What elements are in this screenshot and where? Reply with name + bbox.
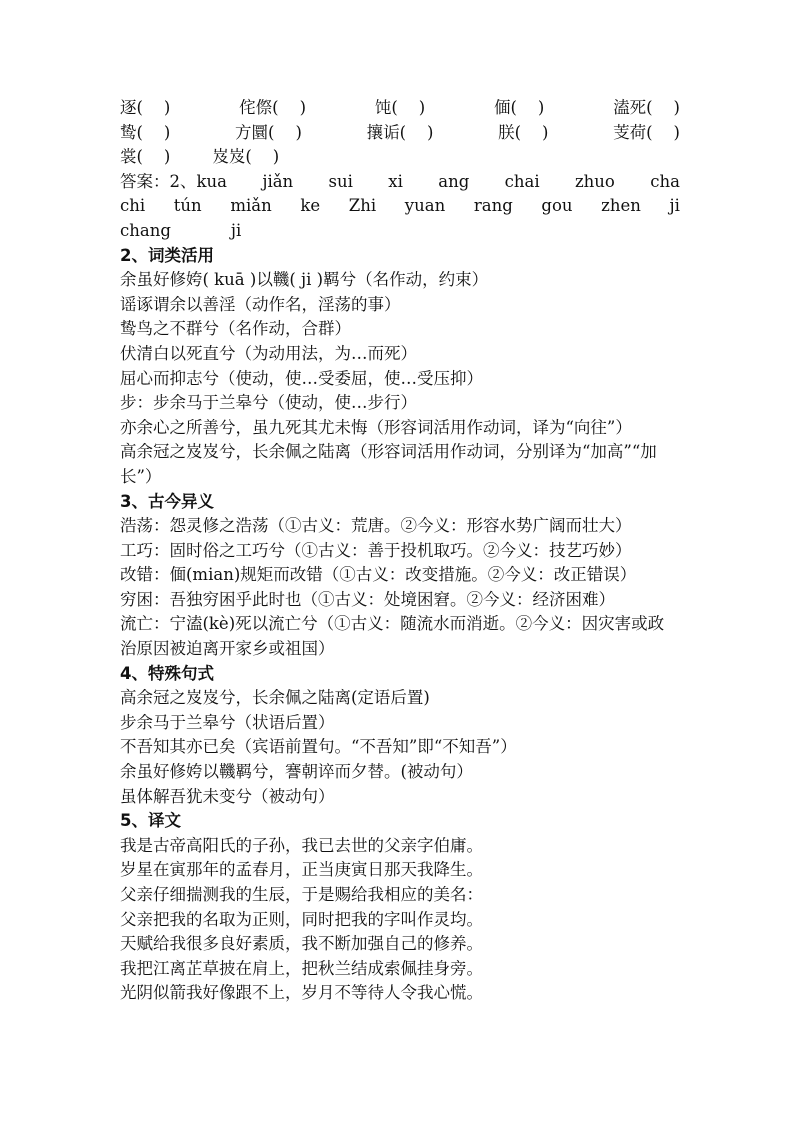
pinyin-item: 逐( ) xyxy=(120,98,171,117)
answer-token: ke xyxy=(300,196,321,216)
pinyin-item: 鸷( ) xyxy=(120,122,171,142)
text-line: 鸷鸟之不群兮（名作动，合群） xyxy=(120,319,351,339)
pinyin-item: 饨( ) xyxy=(374,98,426,117)
answer-token: ji xyxy=(669,196,680,216)
text-line: 浩荡：怨灵修之浩荡（①古义：荒唐。②今义：形容水势广阔而壮大） xyxy=(120,516,632,536)
text-line: 谣诼谓余以善淫（动作名，淫荡的事） xyxy=(120,294,401,314)
pinyin-item: 方圜( ) xyxy=(235,122,302,142)
pinyin-item: 偭( ) xyxy=(493,98,545,117)
answer-token: tún xyxy=(173,196,202,216)
text-line: 天赋给我很多良好素质，我不断加强自己的修养。 xyxy=(120,934,483,954)
answer-token: zhuo xyxy=(574,171,615,191)
document-page xyxy=(120,96,680,1006)
answer-token: jiǎn xyxy=(262,171,294,191)
text-line: 不吾知其亦已矣（宾语前置句。“不吾知”即“不知吾”） xyxy=(120,737,517,757)
answer-token: Zhi xyxy=(348,196,377,216)
text-line: 步余马于兰皋兮（状语后置） xyxy=(120,712,335,732)
pinyin-row-1 xyxy=(120,96,680,121)
answer-token: yuan xyxy=(404,196,446,216)
text-line: 父亲把我的名取为正则，同时把我的字叫作灵均。 xyxy=(120,909,483,929)
section-heading: 3、古今异义 xyxy=(120,491,214,511)
text-line: 余虽好修姱( kuā )以鞿( ji )羁兮（名作动，约束） xyxy=(120,270,489,290)
text-line: 伏清白以死直兮（为动用法，为…而死） xyxy=(120,343,417,363)
pinyin-item: 岌岌( ) xyxy=(212,147,280,167)
pinyin-item: 芰荷( ) xyxy=(613,122,680,142)
answer-row-2 xyxy=(120,194,680,219)
pinyin-item: 侘傺( ) xyxy=(239,98,307,117)
pinyin-row-2 xyxy=(120,121,680,146)
pinyin-row-3 xyxy=(120,145,680,170)
text-line: 穷困：吾独穷困乎此时也（①古义：处境困窘。②今义：经济困难） xyxy=(120,589,615,609)
text-line: 虽体解吾犹未变兮（被动句） xyxy=(120,786,335,806)
answer-token: zhen xyxy=(601,196,641,216)
answer-row-1 xyxy=(120,170,680,195)
text-line: 屈心而抑志兮（使动，使…受委屈，使…受压抑） xyxy=(120,368,483,388)
text-line: 工巧：固时俗之工巧兮（①古义：善于投机取巧。②今义：技艺巧妙） xyxy=(120,540,632,560)
pinyin-item: 攘诟( ) xyxy=(366,122,434,142)
text-line: 余虽好修姱以鞿羁兮，謇朝谇而夕替。(被动句） xyxy=(120,762,473,782)
text-line: 高余冠之岌岌兮，长余佩之陆离(定语后置) xyxy=(120,688,430,708)
answer-token: chai xyxy=(504,171,540,191)
answer-token: xi xyxy=(388,171,403,191)
text-line: 亦余心之所善兮，虽九死其尤未悔（形容词活用作动词，译为“向往”） xyxy=(120,417,632,437)
text-line: 流亡：宁溘(kè)死以流亡兮（①古义：随流水而消逝。②今义：因灾害或政治原因被迫离开家乡或祖国） xyxy=(120,614,665,659)
pinyin-item: 溘死( ) xyxy=(613,98,680,117)
text-line: 我把江离芷草披在肩上，把秋兰结成索佩挂身旁。 xyxy=(120,958,483,978)
section-heading: 4、特殊句式 xyxy=(120,663,214,683)
answer-token: rang xyxy=(473,196,513,216)
pinyin-item: 朕( ) xyxy=(498,122,549,142)
answer-token: gou xyxy=(541,196,573,216)
text-line: 光阴似箭我好像跟不上，岁月不等待人令我心慌。 xyxy=(120,983,483,1003)
answer-token: chang xyxy=(120,220,171,240)
answer-token: ji xyxy=(230,220,242,240)
answer-token: miǎn xyxy=(230,196,272,216)
answer-token: ang xyxy=(438,171,470,191)
text-line: 改错：偭(mian)规矩而改错（①古义：改变措施。②今义：改正错误） xyxy=(120,565,637,585)
section-heading: 2、词类活用 xyxy=(120,245,214,265)
text-line: 步：步余马于兰皋兮（使动，使…步行） xyxy=(120,393,417,413)
pinyin-item: 裳( ) xyxy=(120,147,171,167)
answer-token: chi xyxy=(120,196,146,216)
text-line: 岁星在寅那年的孟春月，正当庚寅日那天我降生。 xyxy=(120,860,483,880)
text-line: 高余冠之岌岌兮，长余佩之陆离（形容词活用作动词，分别译为“加高”“加长”） xyxy=(120,442,657,486)
text-line: 我是古帝高阳氏的子孙，我已去世的父亲字伯庸。 xyxy=(120,835,483,855)
text-line: 父亲仔细揣测我的生辰，于是赐给我相应的美名： xyxy=(120,885,483,904)
answer-token: cha xyxy=(650,171,680,191)
answer-row-3 xyxy=(120,219,680,244)
answer-token: sui xyxy=(328,171,353,191)
section-heading: 5、译文 xyxy=(120,811,181,831)
answer-token: 答案：2、kua xyxy=(120,171,227,191)
